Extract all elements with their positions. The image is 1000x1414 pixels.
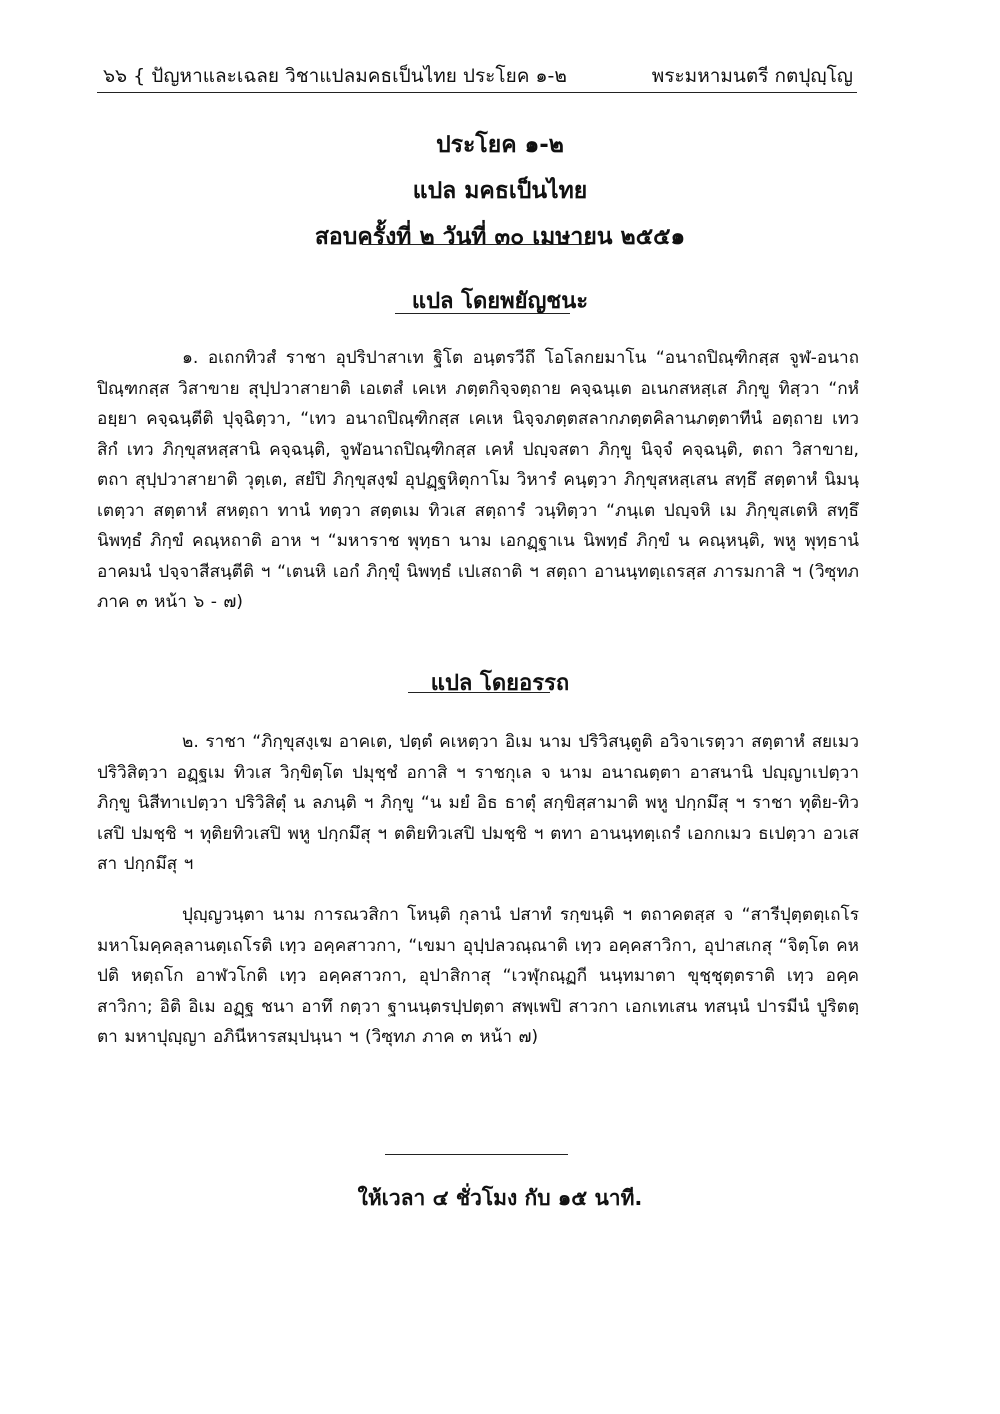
section-heading-meaning: แปล โดยอรรถ xyxy=(430,671,570,696)
section-heading-literal: แปล โดยพยัญชนะ xyxy=(411,289,589,314)
title-underline xyxy=(362,244,590,245)
literal-translation-paragraph: ๑. อเถกทิวสํ ราชา อุปริปาสาเท ฐิโต อนฺตรวีถึ โอโลกยมาโน “อนาถปิณฺฑิกสฺส จูฬ-อนาถปิณฺฑกสฺส วิสาขาย สุปฺปวาสายาติ เอเตสํ เคเห ภตฺตกิจฺจตฺถาย คจฺฉนฺเต อเนกสหสฺเส ภิกฺขู ทิสฺวา “กหํ อยฺยา คจฺฉนฺตีติ ปุจฺฉิตฺวา, “เทว อนาถปิณฺฑิกสฺส เคเห นิจฺจภตฺตสลากภตฺตคิลานภตฺตาทีนํ อตฺถาย เทวสิกํ เทว ภิกฺขุสหสฺสานิ คจฺฉนฺติ, จูฬอนาถปิณฺฑิกสฺส เคหํ ปญฺจสตา ภิกฺขู นิจฺจํ คจฺฉนฺติ, ตถา วิสาขาย, ตถา สุปฺปวาสายาติ วุตฺเต, สยํปิ ภิกฺขุสงฺฆํ อุปฏฺฐหิตุกาโม วิหารํ คนฺตฺวา ภิกฺขุสหสฺเสน สทฺธึ สตฺตาหํ นิมนฺเตตฺวา สตฺตาหํ สหตฺถา ทานํ ทตฺวา สตฺตเม ทิวเส สตฺถารํ วนฺทิตฺวา “ภนฺเต ปญฺจหิ เม ภิกฺขุสเตหิ สทฺธึ นิพทฺธํ ภิกฺขํ คณฺหถาติ อาห ฯ “มหาราช พุทฺธา นาม เอกฏฺฐาเน นิพทฺธํ ภิกฺขํ น คณฺหนฺติ, พหู พุทฺธานํ อาคมนํ ปจฺจาสีสนฺตีติ ฯ “เตนหิ เอกํ ภิกฺขุํ นิพทฺธํ เปเสถาติ ฯ สตฺถา อานนฺทตฺเถรสฺส ภารมกาสิ ฯ (วิซุทภ ภาค ๓ หน้า ๖ - ๗) xyxy=(97,348,859,612)
header-divider xyxy=(97,92,857,93)
title-line-2: แปล มคธเป็นไทย xyxy=(412,178,588,204)
title-line-1: ประโยค ๑-๒ xyxy=(436,132,564,158)
header-right-text: พระมหามนตรี กตปุญฺโญ xyxy=(651,65,853,87)
section-heading-meaning-underline xyxy=(408,692,550,693)
time-allowed-note: ให้เวลา ๔ ชั่วโมง กับ ๑๕ นาที. xyxy=(357,1186,643,1210)
meaning-translation-paragraph-2: ปุญฺญวนฺตา นาม การณวสิกา โหนฺติ กุลานํ ปสาทํ รกฺขนฺติ ฯ ตถาคตสฺส จ “สารีปุตฺตตฺเถโร มหาโมคฺคลฺลานตฺเถโรติ เทฺว อคฺคสาวกา, “เขมา อุปฺปลวณฺณาติ เทฺว อคฺคสาวิกา, อุปาสเกสุ “จิตฺโต คหปติ หตฺถโก อาฬวโกติ เทฺว อคฺคสาวกา, อุปาสิกาสุ “เวฬุกณฺฏกี นนฺทมาตา ขุชฺชุตฺตราติ เทฺว อคฺคสาวิกา; อิติ อิเม อฏฺฐ ชนา อาทึ กตฺวา ฐานนฺตรปฺปตฺตา สพฺเพปิ สาวกา เอกเทเสน ทสนฺนํ ปารมีนํ ปูริตตฺตา มหาปุญฺญา อภินีหารสมฺปนฺนา ฯ (วิซุทภ ภาค ๓ หน้า ๗) xyxy=(97,905,859,1047)
title-line-3: สอบครั้งที่ ๒ วันที่ ๓๐ เมษายน ๒๕๕๑ xyxy=(314,224,686,250)
header-left-text: ๖๖ { ปัญหาและเฉลย วิชาแปลมคธเป็นไทย ประโยค ๑-๒ xyxy=(103,65,567,87)
footer-divider xyxy=(385,1154,568,1155)
section-heading-literal-underline xyxy=(395,313,570,314)
meaning-translation-paragraph-1: ๒. ราชา “ภิกฺขุสงฺเฆ อาคเต, ปตฺตํ คเหตฺวา อิเม นาม ปริวิสนฺตูติ อวิจาเรตฺวา สตฺตาหํ สยเมว ปริวิสิตฺวา อฏฺฐเม ทิวเส วิกฺขิตฺโต ปมุชฺชํ อกาสิ ฯ ราชกุเล จ นาม อนาณตฺตา อาสนานิ ปญฺญาเปตฺวา ภิกฺขู นิสีทาเปตฺวา ปริวิสิตุํ น ลภนฺติ ฯ ภิกฺขู “น มยํ อิธ ธาตุํ สกฺขิสฺสามาติ พหู ปกฺกมึสุ ฯ ราชา ทุติย-ทิวเสปิ ปมชฺชิ ฯ ทุติยทิวเสปิ พหู ปกฺกมึสุ ฯ ตติยทิวเสปิ ปมชฺชิ ฯ ตทา อานนฺทตฺเถรํ เอกกเมว ธเปตฺวา อวเสสา ปกฺกมึสุ ฯ xyxy=(97,732,859,874)
